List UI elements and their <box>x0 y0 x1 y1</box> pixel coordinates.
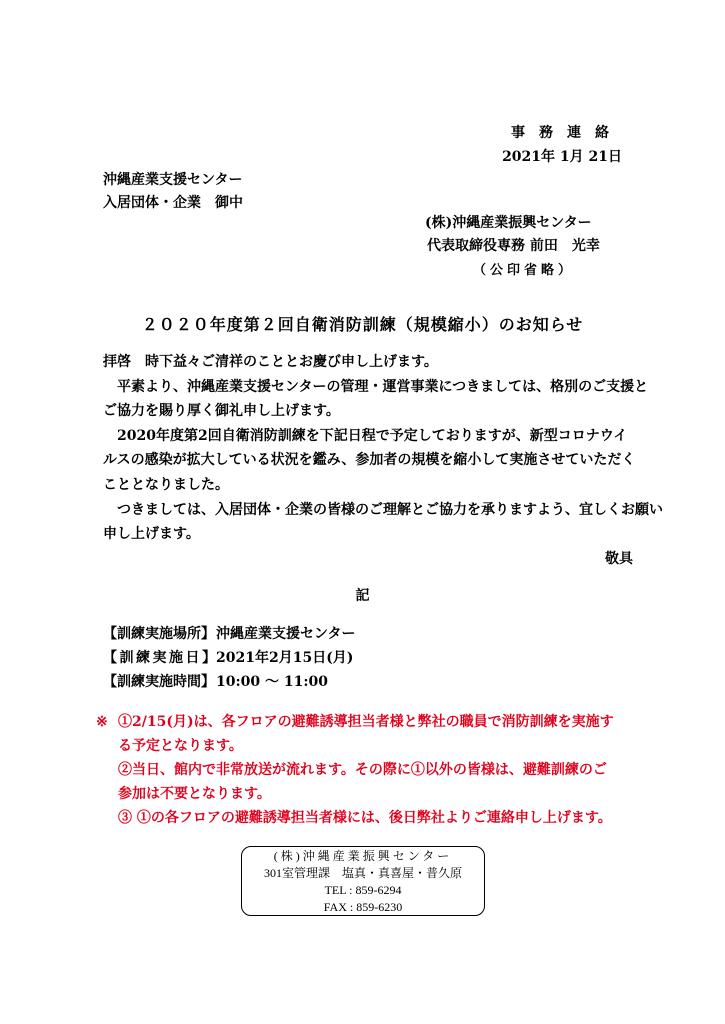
recipient-line-1: 沖縄産業支援センター <box>103 172 243 188</box>
note-text: ②当日、館内で非常放送が流れます。その際に①以外の皆様は、避難訓練のご <box>118 762 607 778</box>
contact-organization: (株)沖縄産業振興センター <box>273 849 453 863</box>
detail-value: 10:00 ～ 11:00 <box>216 674 329 690</box>
recipient-line-2: 入居団体・企業 御中 <box>103 195 243 211</box>
sender-representative: 代表取締役専務 前田 光幸 <box>427 238 600 254</box>
note-text: る予定となります。 <box>118 738 243 754</box>
seal-omitted-note: （公印省略） <box>473 263 576 278</box>
detail-row-time <box>103 670 355 694</box>
contact-department: 301室管理課 塩真・真喜屋・普久原 <box>263 866 462 880</box>
body-line: ご協力を賜り厚く御礼申し上げます。 <box>103 403 340 420</box>
detail-label: 【訓練実施日】 <box>103 650 219 666</box>
notice-date: 2021年 1月 21日 <box>502 149 622 165</box>
detail-row-location <box>103 622 355 646</box>
detail-label: 【訓練実施場所】 <box>103 626 215 642</box>
ki-heading: 記 <box>355 588 370 604</box>
detail-row-date <box>103 646 355 670</box>
note-text: ①2/15(月)は、各フロアの避難誘導担当者様と弊社の職員で消防訓練を実施す <box>118 714 614 730</box>
reference-mark: ※ <box>96 714 108 730</box>
contact-fax: FAX : 859-6230 <box>323 900 403 914</box>
note-line <box>96 734 614 758</box>
note-line <box>96 782 614 806</box>
note-text: 参加は不要となります。 <box>118 786 271 802</box>
body-line: 2020年度第2回自衛消防訓練を下記日程で予定しておりますが、新型コロナウイ <box>103 427 628 444</box>
body-line: 申し上げます。 <box>103 526 200 543</box>
closing-keigu: 敬具 <box>605 550 633 567</box>
body-line: 拝啓 時下益々ご清祥のこととお慶び申し上げます。 <box>103 354 438 370</box>
note-line <box>96 710 614 734</box>
detail-label: 【訓練実施時間】 <box>103 674 215 690</box>
notice-type-label: 事務連絡 <box>511 125 623 141</box>
body-line: 平素より、沖縄産業支援センターの管理・運営事業につきましては、格別のご支援と <box>103 378 649 395</box>
note-text: ③ ①の各フロアの避難誘導担当者様には、後日弊社よりご連絡申し上げます。 <box>118 810 612 826</box>
body-paragraphs <box>103 350 663 571</box>
body-line: ルスの感染が拡大している状況を鑑み、参加者の規模を縮小して実施させていただく <box>103 452 636 469</box>
body-line: つきましては、入居団体・企業の皆様のご理解とご協力を承りますよう、宜しくお願い <box>103 501 663 518</box>
detail-value: 2021年2月15日(月) <box>216 650 354 666</box>
important-notes <box>96 710 614 830</box>
contact-tel: TEL : 859-6294 <box>324 883 402 897</box>
body-line: こととなりました。 <box>103 476 229 493</box>
event-details <box>103 622 355 694</box>
note-line <box>96 806 614 830</box>
note-line <box>96 758 614 782</box>
document-title: ２０２０年度第２回自衛消防訓練（規模縮小）のお知らせ <box>141 315 584 334</box>
detail-value: 沖縄産業支援センター <box>216 626 356 642</box>
contact-box <box>241 846 485 916</box>
sender-organization: (株)沖縄産業振興センター <box>425 215 592 231</box>
